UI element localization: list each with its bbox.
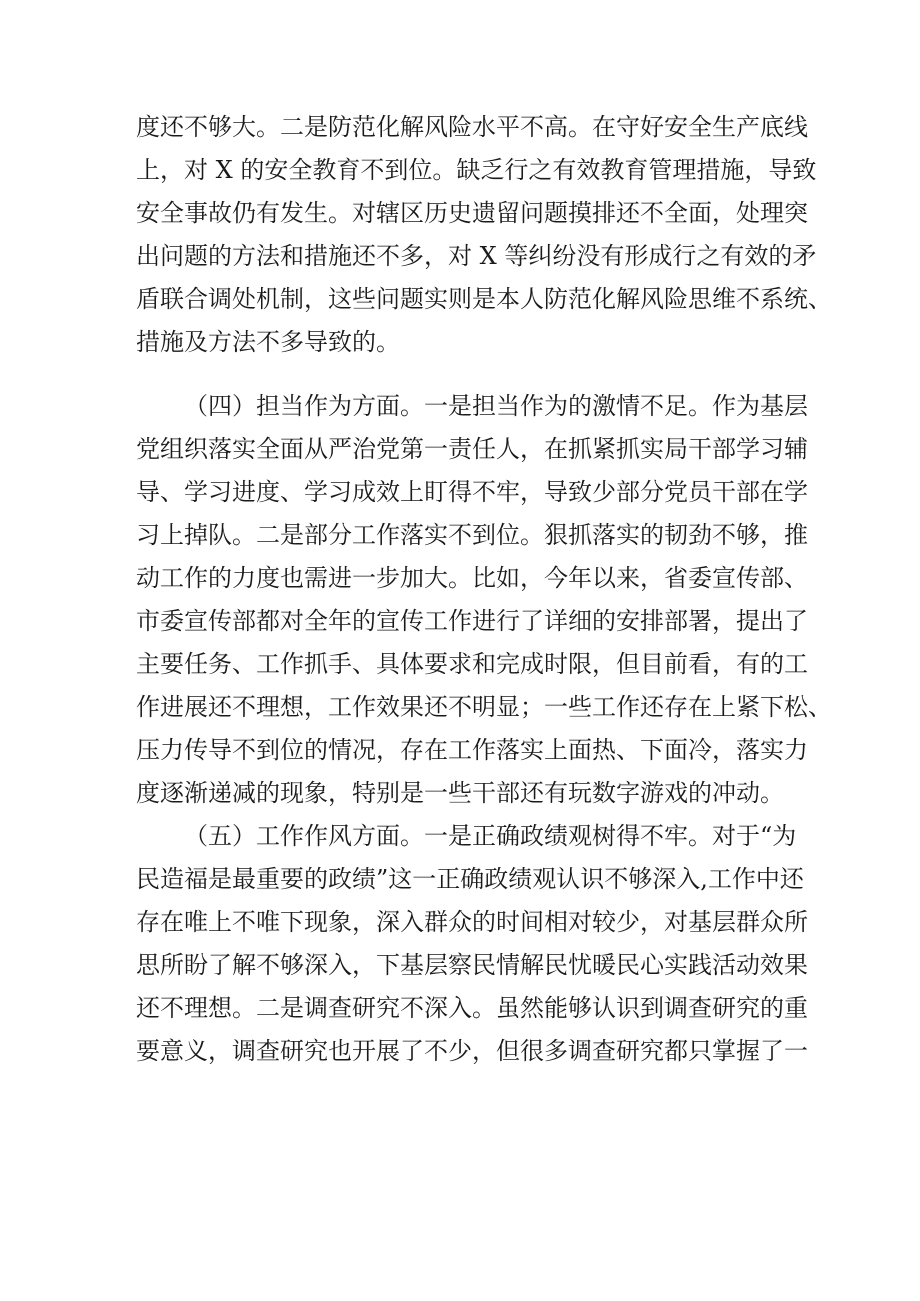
text-line: 要意义，调查研究也开展了不少，但很多调查研究都只掌握了一 [136,1037,808,1065]
text-line: 主要任务、工作抓手、具体要求和完成时限，但目前看，有的工 [136,650,808,678]
text-line: 度逐渐递减的现象，特别是一些干部还有玩数字游戏的冲动。 [136,779,784,807]
text-line: 存在唯上不唯下现象，深入群众的时间相对较少，对基层群众所 [136,908,808,936]
text-line: 上，对 X 的安全教育不到位。缺乏行之有效教育管理措施，导致 [136,156,817,184]
text-line: （四）担当作为方面。一是担当作为的激情不足。作为基层 [184,392,808,420]
paragraph-continuation [136,106,832,364]
text-line: 还不理想。二是调查研究不深入。虽然能够认识到调查研究的重 [136,994,808,1022]
text-line: 盾联合调处机制，这些问题实则是本人防范化解风险思维不系统、 [136,285,832,313]
text-line: 动工作的力度也需进一步加大。比如，今年以来，省委宣传部、 [136,564,808,592]
document-body [136,106,832,1073]
text-line: 度还不够大。二是防范化解风险水平不高。在守好安全生产底线 [136,113,808,141]
text-line: 压力传导不到位的情况，存在工作落实上面热、下面冷，落实力 [136,736,808,764]
text-line: 思所盼了解不够深入，下基层察民情解民忧暖民心实践活动效果 [136,951,808,979]
paragraph-section-five [136,815,808,1073]
text-line: 民造福是最重要的政绩”这一正确政绩观认识不够深入,工作中还 [136,865,804,893]
text-line: 党组织落实全面从严治党第一责任人，在抓紧抓实局干部学习辅 [136,435,808,463]
text-line: （五）工作作风方面。一是正确政绩观树得不牢。对于“为 [184,822,797,850]
text-line: 作进展还不理想，工作效果还不明显；一些工作还存在上紧下松、 [136,693,832,721]
paragraph-spacer [136,364,791,385]
text-line: 安全事故仍有发生。对辖区历史遗留问题摸排还不全面，处理突 [136,199,808,227]
text-line: 措施及方法不多导致的。 [136,328,400,356]
text-line: 出问题的方法和措施还不多，对 X 等纠纷没有形成行之有效的矛 [136,242,817,270]
paragraph-section-four [136,385,832,815]
text-line: 习上掉队。二是部分工作落实不到位。狠抓落实的韧劲不够，推 [136,521,808,549]
text-line: 市委宣传部都对全年的宣传工作进行了详细的安排部署，提出了 [136,607,808,635]
text-line: 导、学习进度、学习成效上盯得不牢，导致少部分党员干部在学 [136,478,808,506]
